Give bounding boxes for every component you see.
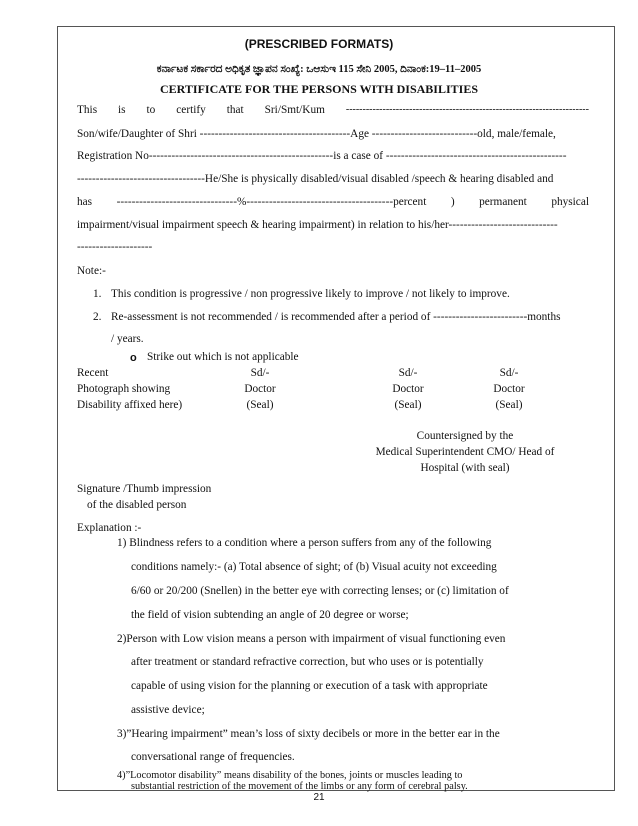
- prescribed-heading: (PRESCRIBED FORMATS): [244, 37, 394, 51]
- note-item-2-number: 2.: [93, 311, 102, 323]
- explanation-3-line-2: conversational range of frequencies.: [131, 751, 295, 763]
- explanation-4-line-2: substantial restriction of the movement of the limbs or any form of cerebral palsy.: [131, 781, 468, 792]
- photo-label-3: Disability affixed here): [77, 399, 183, 411]
- certificate-title: CERTIFICATE FOR THE PERSONS WITH DISABILITIES: [159, 82, 478, 96]
- note-item-1: This condition is progressive / non progressive likely to improve / not likely to improve.: [111, 288, 510, 300]
- body-line-7: --------------------: [77, 241, 153, 253]
- explanation-1-line-1: 1) Blindness refers to a condition where a person suffers from any of the following: [117, 537, 492, 549]
- countersign-line-1: Countersigned by the: [416, 430, 514, 442]
- explanation-2-line-2: after treatment or standard refractive correction, but who uses or is potentially: [131, 656, 484, 668]
- body-line-6: impairment/visual impairment speech & hearing impairment) in relation to his/her-----------------------------: [77, 219, 558, 231]
- note-item-2: Re-assessment is not recommended / is recommended after a period of -------------------------months: [111, 311, 561, 323]
- explanation-1-line-2: conditions namely:- (a) Total absence of sight; of (b) Visual acuity not exceeding: [131, 561, 497, 573]
- kannada-order-line: ಕರ್ನಾಟಕ ಸರ್ಕಾರದ ಅಧಿಕೃತ ಜ್ಞಾಪನ ಸಂಖ್ಯೆ: ಒಆಸುಇ 115 ಸೇನಿ 2005, ದಿನಾಂಕ:19–11–2005: [156, 64, 482, 75]
- body-line-2: Son/wife/Daughter of Shri ----------------------------------------Age ----------------------------old, male/female,: [77, 128, 556, 140]
- body-line-4: ----------------------------------He/She is physically disabled/visual disabled /speech & hearing disabled and: [77, 173, 554, 185]
- doctor-2-signature: Sd/-: [398, 367, 418, 379]
- explanation-2-line-3: capable of using vision for the planning or execution of a task with appropriate: [131, 680, 488, 692]
- doctor-1-signature: Sd/-: [250, 367, 270, 379]
- note-label: Note:-: [77, 265, 106, 277]
- photo-label-1: Recent: [77, 367, 109, 379]
- doctor-3-seal: (Seal): [495, 399, 523, 411]
- strike-instruction: Strike out which is not applicable: [147, 351, 299, 363]
- explanation-2-line-4: assistive device;: [131, 704, 205, 716]
- doctor-2-seal: (Seal): [394, 399, 422, 411]
- explanation-4-line-1: 4)”Locomotor disability” means disability of the bones, joints or muscles leading to: [117, 770, 463, 781]
- note-item-1-number: 1.: [93, 288, 102, 300]
- body-line-1: This is to certify that Sri/Smt/Kum -------------------------------------------------------------------------: [77, 104, 589, 116]
- note-item-2-continued: / years.: [111, 333, 144, 345]
- explanation-1-line-3: 6/60 or 20/200 (Snellen) in the better eye with correcting lenses; or (c) limitation of: [131, 585, 509, 597]
- doctor-1-label: Doctor: [244, 383, 276, 395]
- countersign-line-2: Medical Superintendent CMO/ Head of: [375, 446, 555, 458]
- countersign-line-3: Hospital (with seal): [420, 462, 510, 474]
- strike-bullet: o: [130, 352, 137, 364]
- photo-label-2: Photograph showing: [77, 383, 171, 395]
- explanation-label: Explanation :-: [77, 522, 142, 534]
- explanation-1-line-4: the field of vision subtending an angle of 20 degree or worse;: [131, 609, 409, 621]
- explanation-2-line-1: 2)Person with Low vision means a person with impairment of visual functioning even: [117, 633, 506, 645]
- doctor-1-seal: (Seal): [246, 399, 274, 411]
- body-line-3: Registration No-------------------------------------------------is a case of ------------------------------------------------: [77, 150, 567, 162]
- thumb-label-1: Signature /Thumb impression: [77, 483, 212, 495]
- explanation-3-line-1: 3)”Hearing impairment” mean’s loss of sixty decibels or more in the better ear in the: [117, 728, 500, 740]
- page-number: 21: [313, 792, 325, 803]
- body-line-5: has --------------------------------%---------------------------------------percent ) permanent physical: [77, 196, 589, 208]
- thumb-label-2: of the disabled person: [87, 499, 187, 511]
- doctor-3-signature: Sd/-: [499, 367, 519, 379]
- doctor-2-label: Doctor: [392, 383, 424, 395]
- doctor-3-label: Doctor: [493, 383, 525, 395]
